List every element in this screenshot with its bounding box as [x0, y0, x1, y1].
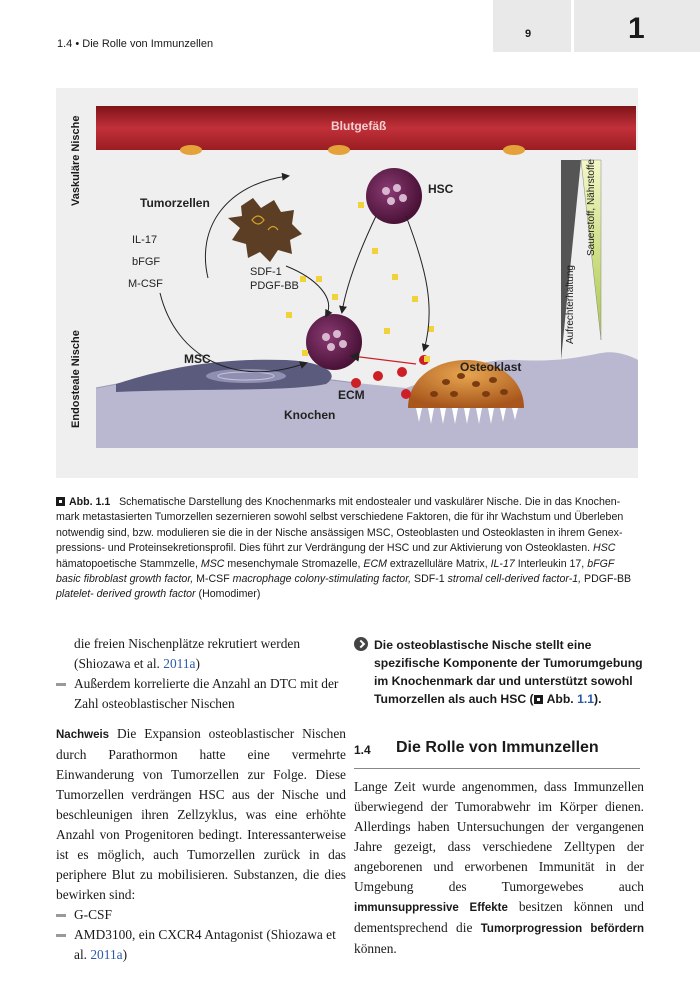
chevron-right-icon: [354, 637, 368, 651]
label-oxygen-nutrients: Sauerstoff, Nährstoffe: [586, 159, 597, 256]
label-hsc: HSC: [428, 182, 454, 196]
chapter-number: 1: [628, 12, 645, 45]
label-maintenance: Aufrechterhaltung: [565, 265, 576, 344]
running-header: 1.4 • Die Rolle von Immunzellen: [57, 38, 214, 50]
citation-link[interactable]: 2011a: [90, 947, 123, 962]
nachweis-label: Nachweis: [56, 729, 110, 741]
label-blood-vessel: Blutgefäß: [331, 119, 387, 133]
endothelial-cell: [328, 145, 350, 155]
section-number: 1.4: [354, 743, 371, 757]
label-ecm: ECM: [338, 388, 365, 402]
section-rule: [354, 768, 640, 769]
label-bfgf: bFGF: [132, 256, 161, 268]
bullet-dtc: Außerdem korrelierte die Anzahl an DTC mit der Zahl osteoblastischer Nischen: [56, 674, 346, 714]
label-vascular-niche: Vaskuläre Nische: [70, 115, 82, 206]
bone-marrow-figure: [56, 88, 638, 478]
endothelial-cell: [180, 145, 202, 155]
bone: [96, 352, 638, 448]
continued-bullet: die freien Nischenplätze rekrutiert werden (Shiozawa et al. 2011a): [74, 636, 301, 671]
figure-box-icon: [56, 497, 65, 506]
label-mcsf: M-CSF: [128, 278, 163, 290]
bullet-gcsf: G-CSF: [56, 905, 346, 925]
label-pdgfbb: PDGF-BB: [250, 280, 299, 292]
citation-link[interactable]: 2011a: [163, 656, 196, 671]
arrow-ecm: [352, 356, 416, 364]
label-sdf1: SDF-1: [250, 266, 282, 278]
figure-caption: Abb. 1.1 Schematische Darstellung des Knochenmarks mit endostealer und vaskulärer Nische. Die in das Knochen- mark metastasierten Tumorzellen sezernieren sowohl selbst verschiedene Faktoren, die für ihr Wachstum und Überleben notwendig sind, bzw. modulieren sie die in der Nische ansässigen MSC, Osteoblasten und Osteoklasten in ihrem Genex- pressions- und Proteinsekretionsprofil. Dies führt zur Verdrängung der HSC und zur Aktivierung von Osteoklasten. HSC hämatopoetische Stammzelle, MSC mesenchymale Stromazelle, ECM extrazelluläre Matrix, IL-17 Interleukin 17, bFGF basic fibroblast growth factor, M-CSF macrophage colony-stimulating factor, SDF-1 stromal cell-derived factor-1, PDGF-BB platelet- derived growth factor (Homodimer): [56, 496, 632, 601]
caption-label: Abb. 1.1: [69, 496, 111, 508]
label-endosteal-niche: Endosteale Nische: [70, 330, 82, 428]
section-paragraph: Lange Zeit wurde angenommen, dass Immunzellen überwiegend der Tumorabwehr im Körper dienen. Allerdings haben Untersuchungen der vergangenen Jahre gezeigt, dass verschiedene Zelltypen der angeborenen und erworbenen Immunität in der Umgebung des Tumorgewebes auch immunsuppressive Effekte besitzen können und dementsprechend die Tumorprogression befördern können.: [354, 779, 644, 956]
label-bone: Knochen: [284, 408, 336, 422]
label-tumor-cells: Tumorzellen: [140, 196, 210, 210]
hsc-cell-top: [366, 168, 422, 224]
bullet-amd3100: AMD3100, ein CXCR4 Antagonist (Shiozawa et al. 2011a): [56, 925, 346, 965]
arrow-hsc-niche: [342, 216, 376, 312]
page-number-tab: [493, 0, 571, 52]
label-msc: MSC: [184, 352, 211, 366]
section-title: Die Rolle von Immunzellen: [396, 739, 599, 756]
page-number: 9: [525, 28, 532, 40]
nachweis-paragraph: Nachweis Die Expansion osteoblastischer Nischen durch Parathormon hatte eine vermehrte Einwanderung von Tumorzellen zur Folge. Diese Tumorzellen verdrängen HSC aus der Nische und beschleunigen ihren Zellzyklus, was eine erhöhte Anzahl von Progenitoren bedingt. Interessanterweise ist es möglich, auch Tumorzellen zurück in das periphere Blut zu mobilisieren. Substanzen, die dies bewirken sind: G-CSF AMD3100, ein CXCR4 Antagonist (Shiozawa et al. 2011a): [56, 724, 346, 965]
arrow-hsc-osteoclast: [406, 216, 429, 350]
figure-box-icon: [534, 695, 543, 704]
label-il17: IL-17: [132, 234, 158, 246]
label-osteoclast: Osteoklast: [460, 360, 522, 374]
left-column: [56, 634, 346, 714]
endothelial-cell: [503, 145, 525, 155]
key-statement: Die osteoblastische Nische stellt eine spezifische Komponente der Tumorumgebung im Knochenmark dar und unterstützt sowohl Tumorzellen als auch HSC ( Abb. 1.1).: [354, 636, 644, 708]
tumor-cell: [228, 198, 302, 262]
figure-ref-link[interactable]: 1.1: [577, 692, 595, 706]
hsc-cell-niche: [306, 314, 362, 370]
